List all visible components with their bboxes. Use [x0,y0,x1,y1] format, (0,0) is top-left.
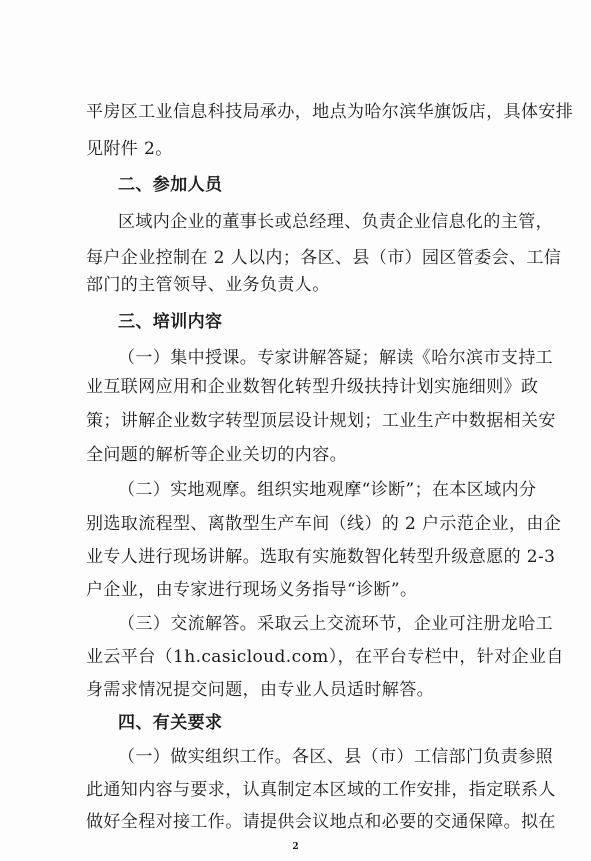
section-heading-training-content: 三、培训内容 [118,312,223,332]
body-line: 区域内企业的董事长或总经理、负责企业信息化的主管， [118,212,553,232]
body-line: （一）集中授课。专家讲解答疑；解读《哈尔滨市支持工 [118,348,553,368]
body-line: 户企业，由专家进行现场义务指导“诊断”。 [86,580,418,600]
body-line: 别选取流程型、离散型生产车间（线）的 2 户示范企业，由企 [86,514,562,534]
body-line: 此通知内容与要求，认真制定本区域的工作安排，指定联系人 [86,780,556,800]
body-line: 业互联网应用和企业数智化转型升级扶持计划实施细则》政 [86,377,539,397]
body-line: （三）交流解答。采取云上交流环节，企业可注册龙哈工 [118,614,553,634]
body-line: 身需求情况提交问题，由专业人员适时解答。 [86,680,434,700]
section-heading-participants: 二、参加人员 [118,175,223,195]
section-heading-requirements: 四、有关要求 [118,713,223,733]
body-line: 业专人进行现场讲解。选取有实施数智化转型升级意愿的 2-3 [86,547,556,567]
body-line: 部门的主管领导、业务负责人。 [86,275,330,295]
body-line: （二）实地观摩。组织实地观摩“诊断”；在本区域内分 [118,480,537,500]
body-line: 见附件 2。 [86,139,173,159]
body-line: 业云平台（1h.casicloud.com），在平台专栏中，针对企业自 [86,647,564,667]
page-number: 2 [292,842,299,852]
body-line: 平房区工业信息科技局承办，地点为哈尔滨华旗饭店，具体安排 [86,102,574,122]
body-line: 全问题的解析等企业关切的内容。 [86,445,347,465]
body-line: （一）做实组织工作。各区、县（市）工信部门负责参照 [118,747,553,767]
body-line: 策；讲解企业数字转型顶层设计规划；工业生产中数据相关安 [86,411,556,431]
body-line: 每户企业控制在 2 人以内；各区、县（市）园区管委会、工信 [86,248,562,268]
body-line: 做好全程对接工作。请提供会议地点和必要的交通保障。拟在 [86,812,556,832]
